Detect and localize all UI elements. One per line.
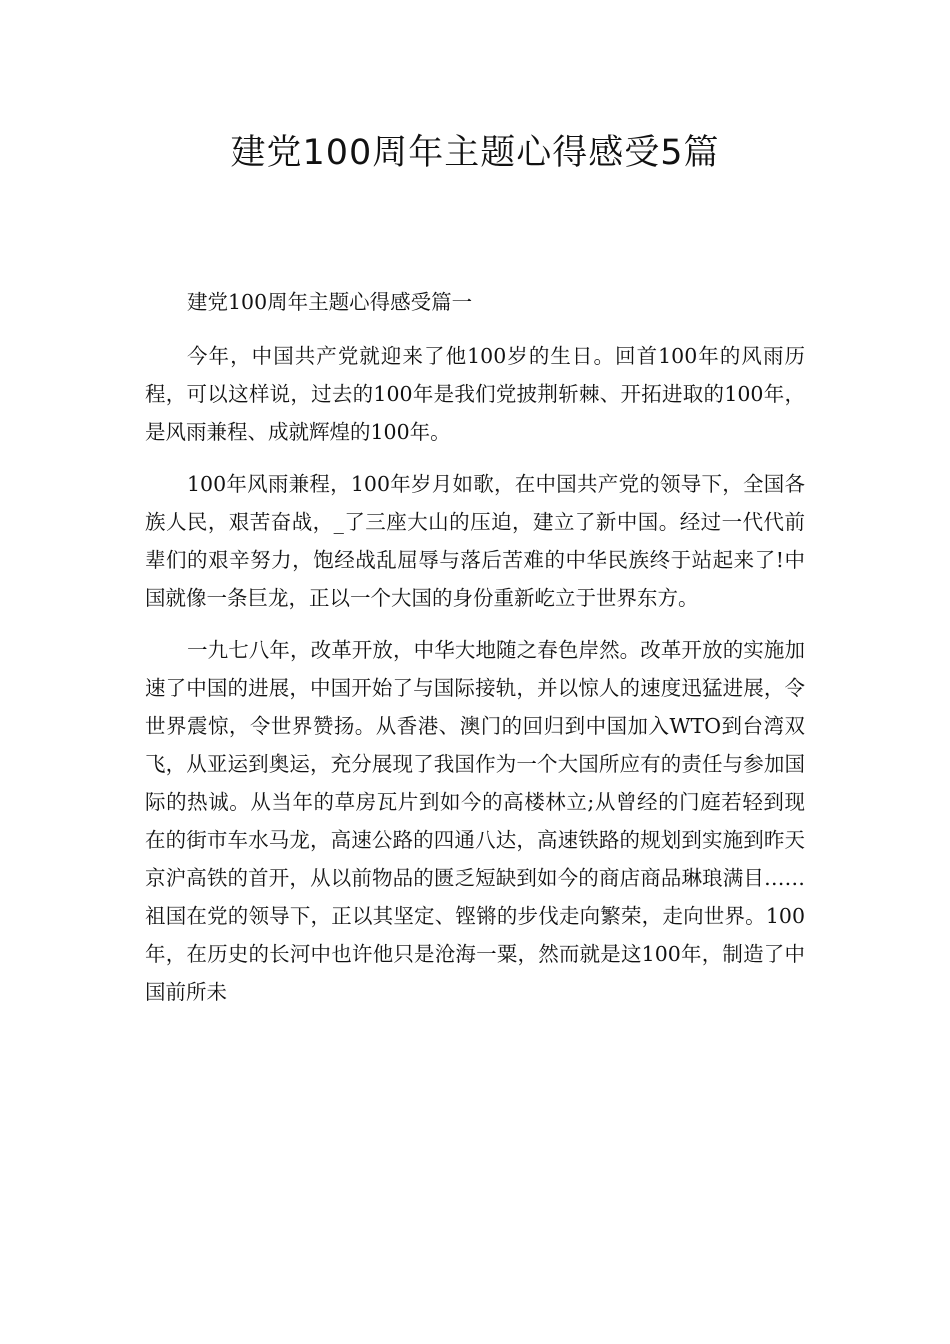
paragraph-3: 一九七八年，改革开放，中华大地随之春色岸然。改革开放的实施加速了中国的进展，中国开始了与国际接轨，并以惊人的速度迅猛进展，令世界震惊，令世界赞扬。从香港、澳门的回归到中国加入WTO到台湾双飞，从亚运到奥运，充分展现了我国作为一个大国所应有的责任与参加国际的热诚。从当年的草房瓦片到如今的高楼林立;从曾经的门庭若轻到现在的街市车水马龙，高速公路的四通八达，高速铁路的规划到实施到昨天京沪高铁的首开，从以前物品的匮乏短缺到如今的商店商品琳琅满目……祖国在党的领导下，正以其坚定、铿锵的步伐走向繁荣，走向世界。100年，在历史的长河中也许他只是沧海一粟，然而就是这100年，制造了中国前所未: [145, 638, 805, 1004]
document-body: [145, 283, 805, 1025]
paragraph-1: 今年，中国共产党就迎来了他100岁的生日。回首100年的风雨历程，可以这样说，过去的100年是我们党披荆斩棘、开拓进取的100年，是风雨兼程、成就辉煌的100年。: [145, 344, 805, 444]
paragraph-2: 100年风雨兼程，100年岁月如歌，在中国共产党的领导下，全国各族人民，艰苦奋战，_了三座大山的压迫，建立了新中国。经过一代代前辈们的艰辛努力，饱经战乱屈辱与落后苦难的中华民族终于站起来了!中国就像一条巨龙，正以一个大国的身份重新屹立于世界东方。: [145, 472, 805, 610]
document-title: 建党100周年主题心得感受5篇: [230, 133, 720, 173]
section-heading: 建党100周年主题心得感受篇一: [187, 290, 473, 314]
